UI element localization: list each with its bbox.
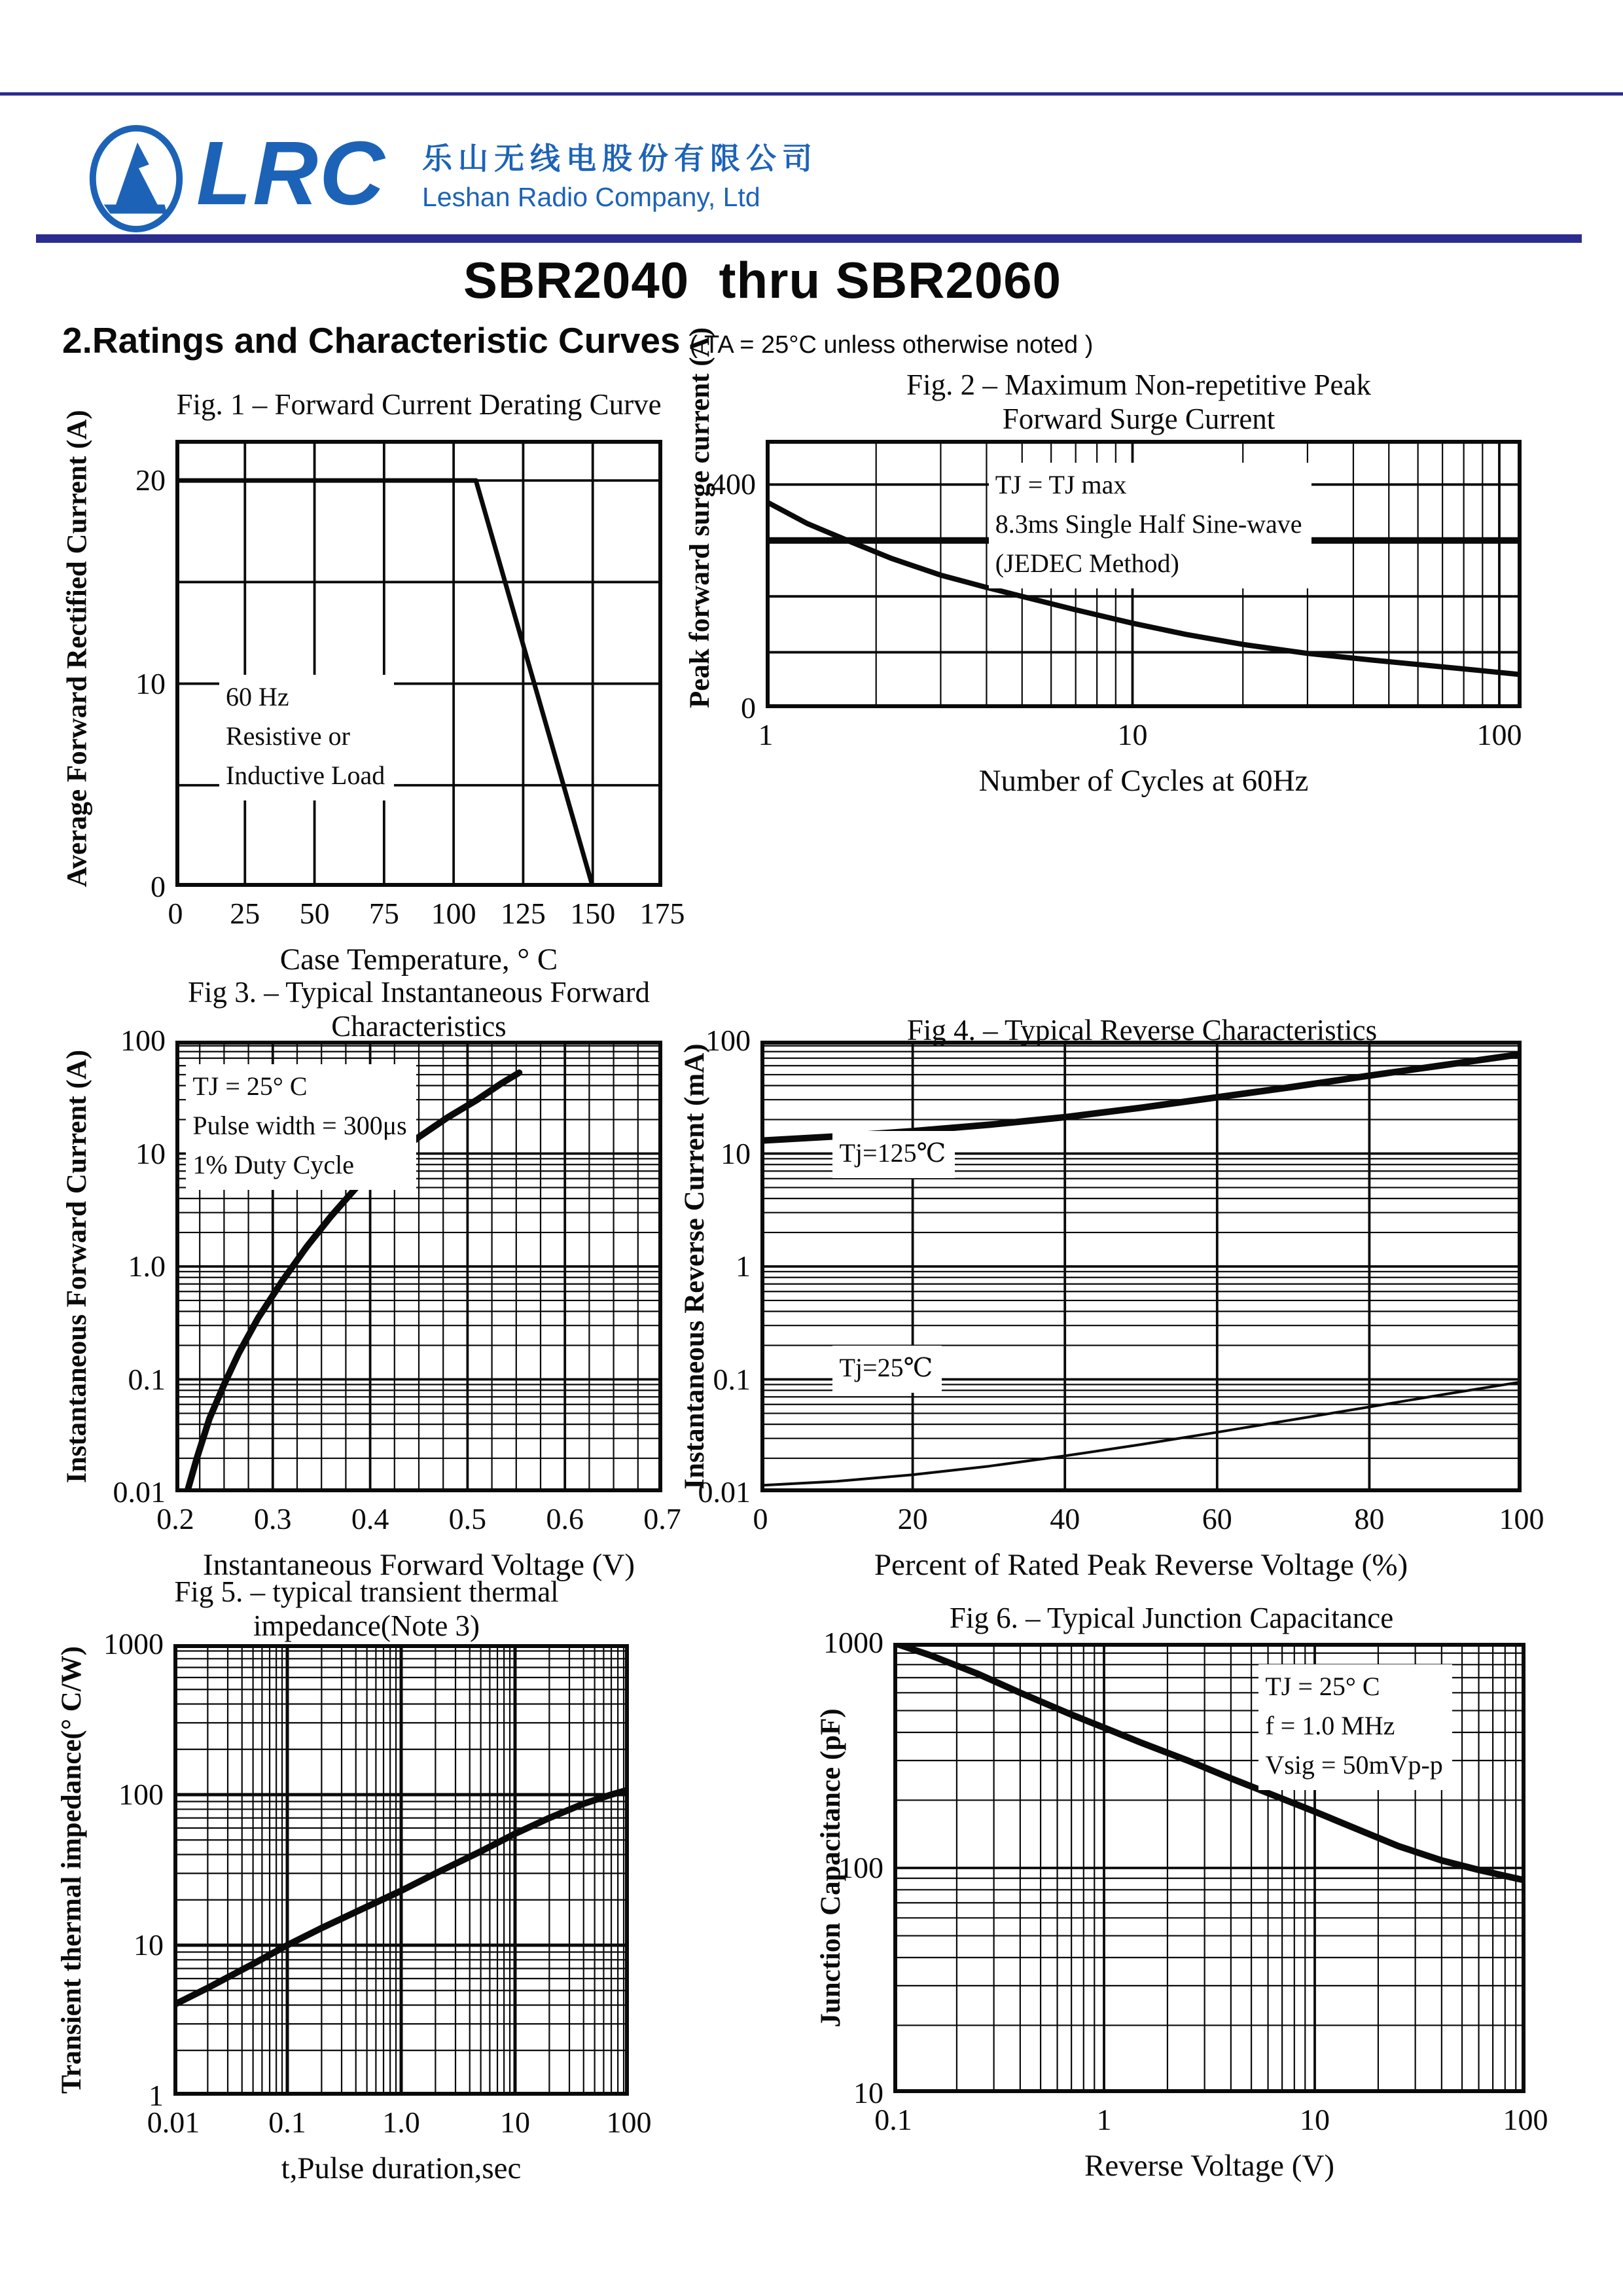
y-tick-label: 0.1 [128, 1362, 166, 1396]
annotation-line: 8.3ms Single Half Sine-wave [995, 509, 1302, 539]
y-tick-label: 1000 [103, 1627, 164, 1660]
curve-reverse-current-125C [760, 1054, 1522, 1141]
annotation-line: Pulse width = 300μs [192, 1110, 407, 1140]
figure-title-line: Characteristics [331, 1010, 507, 1043]
y-tick-label: 1000 [823, 1626, 883, 1659]
annotation-line: f = 1.0 MHz [1265, 1711, 1395, 1741]
y-axis-label: Peak forward surge current (A) [685, 327, 715, 708]
y-tick-label: 0.1 [713, 1362, 751, 1396]
x-tick-label: 20 [897, 1502, 928, 1535]
figure-title-line: Forward Surge Current [1002, 403, 1275, 435]
header-rule [36, 234, 1582, 243]
x-tick-label: 0.2 [156, 1502, 194, 1535]
y-axis-label: Junction Capacitance (pF) [815, 1708, 846, 2028]
annotation-line: Tj=25℃ [839, 1352, 933, 1382]
y-tick-label: 0 [151, 870, 166, 903]
y-tick-label: 10 [721, 1136, 751, 1170]
x-tick-label: 0.1 [874, 2103, 912, 2136]
lrc-logo-text: LRC [196, 123, 386, 224]
x-axis-label: Number of Cycles at 60Hz [978, 764, 1309, 798]
x-tick-label: 0.3 [254, 1502, 292, 1535]
figure-title [681, 368, 1597, 436]
y-axis-label: Average Forward Rectified Current (A) [62, 409, 92, 887]
y-axis-label: Transient thermal impedance(° C/W) [56, 1646, 87, 2094]
y-tick-label: 100 [118, 1778, 164, 1811]
y-tick-label: 0.01 [113, 1475, 166, 1509]
x-tick-label: 40 [1050, 1502, 1080, 1535]
part-number-title: SBR2040 thru SBR2060 [463, 251, 1062, 309]
x-tick-label: 50 [299, 897, 330, 930]
x-tick-label: 100 [1499, 1502, 1544, 1535]
chart-plot-fig5-transient-thermal-impedance [173, 1644, 629, 2096]
annotation-line: Tj=125℃ [839, 1138, 946, 1168]
y-tick-label: 100 [705, 1024, 751, 1057]
y-tick-label: 0 [741, 691, 756, 725]
annotation-line: TJ = 25° C [192, 1071, 308, 1101]
annotation-line: Vsig = 50mVp-p [1265, 1750, 1443, 1780]
y-axis-label: Instantaneous Forward Current (A) [62, 1049, 92, 1484]
x-tick-label: 0.7 [643, 1502, 681, 1535]
annotation [1258, 1664, 1452, 1790]
section-heading [62, 319, 1093, 361]
x-tick-label: 0.1 [268, 2106, 306, 2139]
company-name-chinese: 乐山无线电股份有限公司 [422, 142, 818, 175]
x-axis-label: Percent of Rated Peak Reverse Voltage (%) [874, 1548, 1408, 1582]
x-tick-label: 0 [168, 897, 183, 930]
x-tick-label: 10 [1300, 2103, 1330, 2136]
x-tick-label: 125 [500, 897, 546, 930]
y-tick-label: 0.01 [698, 1475, 751, 1509]
y-tick-label: 1 [149, 2079, 164, 2112]
chart-plot-fig4-typical-reverse-characteristics [760, 1041, 1522, 1492]
x-tick-label: 100 [1503, 2103, 1548, 2136]
y-axis-label: Instantaneous Reverse Current (mA) [679, 1043, 710, 1490]
y-tick-label: 1 [736, 1249, 751, 1283]
annotation [832, 1131, 955, 1178]
x-axis-label: Reverse Voltage (V) [1084, 2149, 1334, 2183]
annotation-line: TJ = 25° C [1265, 1672, 1380, 1702]
x-tick-label: 175 [639, 897, 685, 930]
y-tick-label: 10 [135, 666, 166, 700]
x-axis-label: t,Pulse duration,sec [281, 2151, 522, 2185]
figure-title-line: Fig. 1 – Forward Current Derating Curve [176, 388, 662, 421]
x-tick-label: 1.0 [382, 2106, 420, 2139]
x-tick-label: 150 [570, 897, 616, 930]
top-rule [0, 92, 1623, 96]
annotation [219, 675, 394, 800]
x-tick-label: 1 [1096, 2103, 1112, 2136]
x-tick-label: 100 [1476, 718, 1522, 751]
annotation-line: (JEDEC Method) [995, 548, 1179, 578]
figure-title-line: Fig. 2 – Maximum Non-repetitive Peak [906, 368, 1371, 401]
chart-plot-fig1-forward-current-derating [175, 440, 662, 887]
figure-title-line: Fig 5. – typical transient thermal [174, 1575, 559, 1608]
annotation [989, 463, 1311, 588]
lrc-logo-icon [84, 123, 188, 234]
annotation-line: 1% Duty Cycle [192, 1149, 354, 1179]
x-tick-label: 0.5 [448, 1502, 487, 1535]
y-tick-label: 100 [120, 1024, 166, 1057]
y-tick-label: 10 [853, 2076, 883, 2109]
annotation-line: TJ = TJ max [995, 469, 1127, 499]
section-condition-text: ( TA = 25°C unless otherwise noted ) [689, 331, 1094, 359]
x-axis-label: Instantaneous Forward Voltage (V) [202, 1548, 635, 1582]
y-tick-label: 1.0 [128, 1249, 166, 1283]
section-heading-text: 2.Ratings and Characteristic Curves [62, 320, 681, 361]
annotation-line: Inductive Load [225, 760, 385, 790]
figure-title-line: impedance(Note 3) [253, 1609, 480, 1642]
annotation-line: Resistive or [225, 721, 350, 751]
x-tick-label: 75 [368, 897, 399, 930]
y-tick-label: 20 [135, 463, 166, 497]
figure-title-line: Fig 3. – Typical Instantaneous Forward [188, 976, 650, 1009]
x-tick-label: 0.4 [351, 1502, 389, 1535]
annotation [832, 1346, 942, 1393]
x-tick-label: 60 [1202, 1502, 1232, 1535]
x-tick-label: 80 [1354, 1502, 1385, 1535]
x-tick-label: 100 [431, 897, 476, 930]
x-tick-label: 0.6 [546, 1502, 584, 1535]
y-tick-label: 400 [711, 467, 756, 501]
annotation-line: 60 Hz [225, 681, 289, 711]
y-tick-label: 10 [134, 1928, 164, 1962]
company-name-english: Leshan Radio Company, Ltd [422, 182, 760, 212]
figure-title-line: Fig 6. – Typical Junction Capacitance [949, 1602, 1394, 1634]
x-tick-label: 0 [753, 1502, 768, 1535]
x-axis-label: Case Temperature, ° C [279, 942, 558, 977]
annotation [186, 1064, 416, 1190]
x-tick-label: 0.01 [147, 2106, 200, 2139]
y-tick-label: 100 [838, 1851, 883, 1884]
x-tick-label: 1 [758, 718, 774, 751]
x-tick-label: 25 [230, 897, 260, 930]
x-tick-label: 10 [1117, 718, 1148, 751]
y-tick-label: 10 [135, 1136, 166, 1170]
x-tick-label: 100 [606, 2106, 652, 2139]
figure-title-line: Fig 4. – Typical Reverse Characteristics [906, 1014, 1378, 1047]
x-tick-label: 10 [500, 2106, 530, 2139]
